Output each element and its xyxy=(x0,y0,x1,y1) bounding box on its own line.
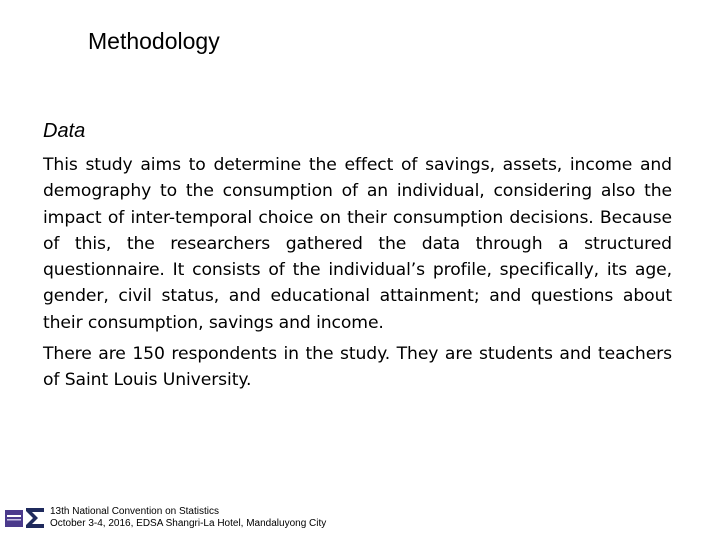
slide-title: Methodology xyxy=(88,28,220,54)
body-text xyxy=(43,152,672,394)
footer xyxy=(4,505,326,533)
paragraph: This study aims to determine the effect of savings, assets, income and demography to the consumption of an individual, considering also the impact of inter-temporal choice on their consumption decisions. Because of this, the researchers gathered the data through a structured questionnaire. It consists of the individual’s profile, specifically, its age, gender, civil status, and educational attainment; and questions about their consumption, savings and income. xyxy=(43,155,672,333)
footer-text xyxy=(50,505,326,530)
footer-line-1: 13th National Convention on Statistics xyxy=(50,506,219,517)
sigma-logo-icon xyxy=(4,505,46,531)
footer-line-2: October 3-4, 2016, EDSA Shangri-La Hotel, Mandaluyong City xyxy=(50,518,327,529)
paragraph: There are 150 respondents in the study. They are students and teachers of Saint Louis University. xyxy=(43,344,672,391)
section-heading: Data xyxy=(43,120,86,142)
